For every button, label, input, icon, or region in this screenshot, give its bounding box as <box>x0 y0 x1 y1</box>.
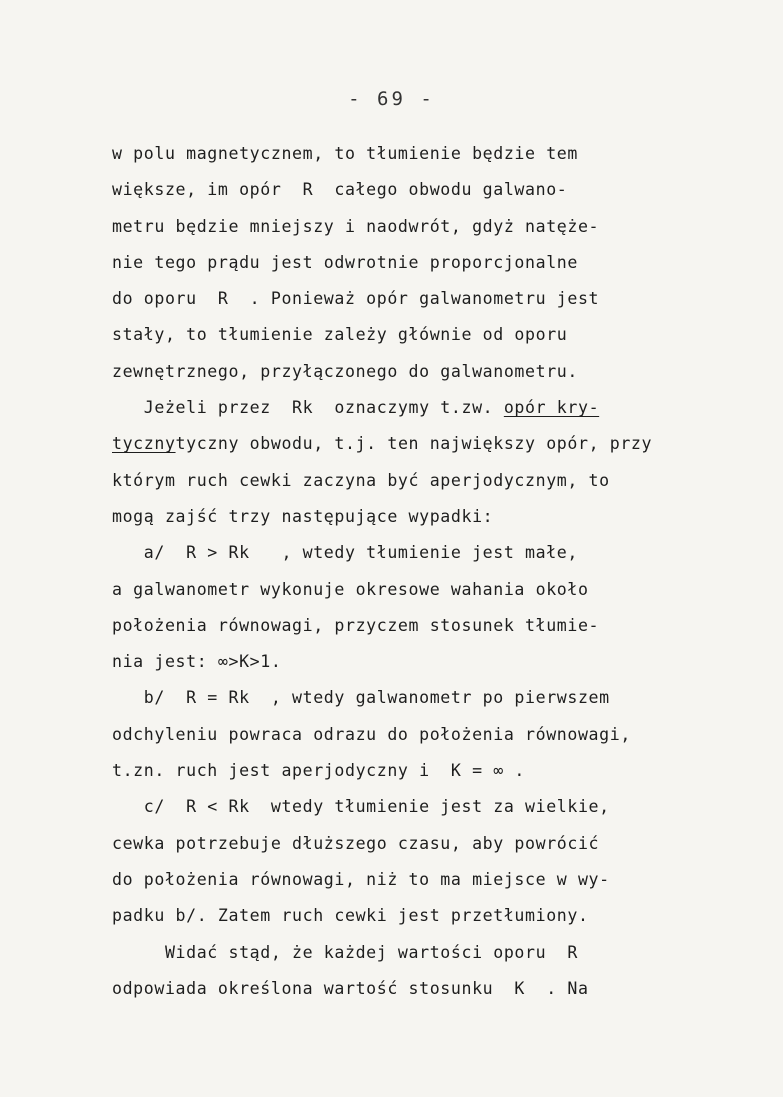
text-line: a galwanometr wykonuje okresowe wahania około <box>112 579 589 599</box>
page-number: - 69 - <box>348 88 435 110</box>
text-line: mogą zajść trzy następujące wypadki: <box>112 506 494 526</box>
text-line: nia jest: ∞>K>1. <box>112 652 282 672</box>
text-line: większe, im opór R całego obwodu galwano- <box>112 180 568 200</box>
text-line: nie tego prądu jest odwrotnie proporcjonalne <box>112 252 578 272</box>
body-text <box>112 136 712 1007</box>
text-line: cewka potrzebuje dłuższego czasu, aby powrócić <box>112 833 600 853</box>
text-line: zewnętrznego, przyłączonego do galwanometru. <box>112 361 578 381</box>
text-line: odpowiada określona wartość stosunku K . Na <box>112 978 589 998</box>
text-line: metru będzie mniejszy i naodwrót, gdyż natęże- <box>112 216 600 236</box>
text-line: Widać stąd, że każdej wartości oporu R <box>112 942 578 962</box>
text-line: c/ R < Rk wtedy tłumienie jest za wielkie, <box>112 797 610 817</box>
text-line: a/ R > Rk , wtedy tłumienie jest małe, <box>112 543 578 563</box>
underlined-term-part1: opór kry- <box>503 398 600 418</box>
text-line: położenia równowagi, przyczem stosunek tłumie- <box>112 615 600 635</box>
text-line-with-term <box>112 426 712 462</box>
text-line-rest: tyczny obwodu, t.j. ten największy opór, przy <box>175 434 653 454</box>
text-line: do położenia równowagi, niż to ma miejsce w wy- <box>112 869 610 889</box>
text-line: stały, to tłumienie zależy głównie od oporu <box>112 325 568 345</box>
text-line: w polu magnetycznem, to tłumienie będzie tem <box>112 144 578 163</box>
text-line-with-term <box>112 390 712 426</box>
text-line: b/ R = Rk , wtedy galwanometr po pierwszem <box>112 688 610 708</box>
text-line: do oporu R . Ponieważ opór galwanometru jest <box>112 289 600 309</box>
underlined-term-part2: tyczny <box>112 434 176 454</box>
text-line: padku b/. Zatem ruch cewki jest przetłumiony. <box>112 906 589 926</box>
text-line: t.zn. ruch jest aperjodyczny i K = ∞ . <box>112 761 526 781</box>
text-line: którym ruch cewki zaczyna być aperjodycznym, to <box>112 470 610 490</box>
text-line: odchyleniu powraca odrazu do położenia równowagi, <box>112 724 631 744</box>
text-line-start: Jeżeli przez Rk oznaczymy t.zw. <box>112 398 504 418</box>
